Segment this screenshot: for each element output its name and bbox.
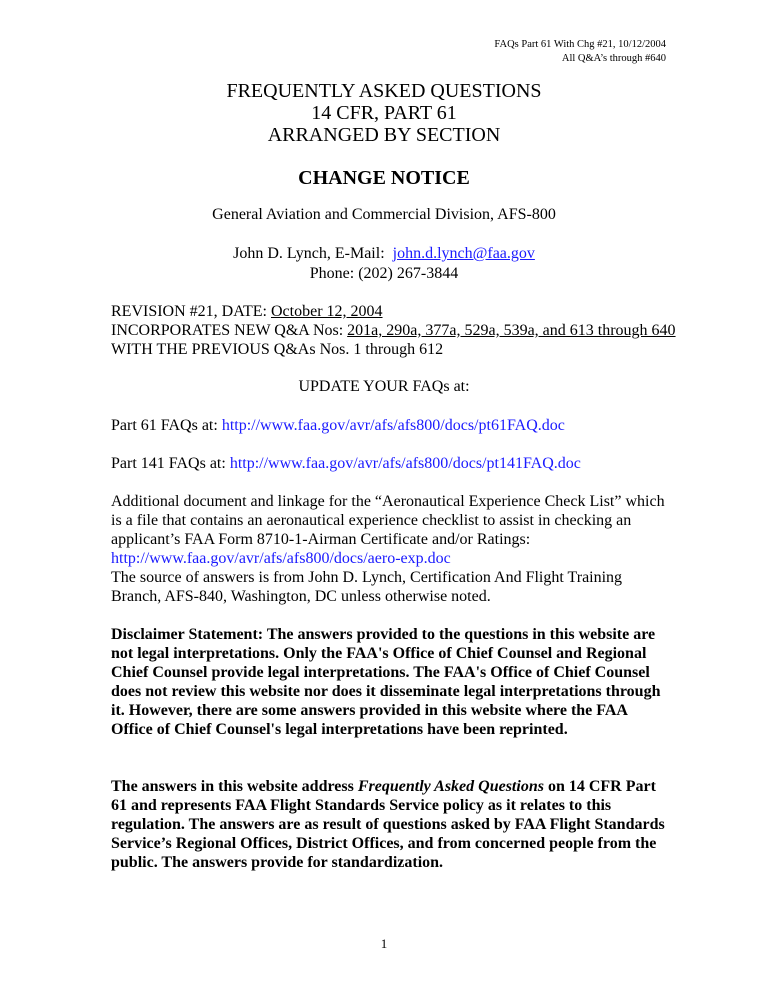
answers-rest: on 14 CFR Part 61 and represents FAA Flight Standards Service policy as it relates to this regulation. The answers are as result of questions asked by FAA Flight Standards Service’s Regional Offices, District Offices, and from concerned people from the public. The answers provide for standardization. — [111, 778, 665, 871]
revision-date: October 12, 2004 — [271, 303, 383, 320]
additional-paragraph — [111, 492, 676, 568]
contact-block — [0, 244, 768, 284]
document-title — [0, 80, 768, 146]
part141-label: Part 141 FAQs at: — [111, 455, 230, 472]
header-line-1: FAQs Part 61 With Chg #21, 10/12/2004 — [494, 39, 666, 50]
additional-text: Additional document and linkage for the “Aeronautical Experience Check List” which is a file that contains an aeronautical experience checklist to assist in checking an applicant’s FAA Form 8710-1-Airman Certificate and/or Ratings: — [111, 493, 665, 548]
answers-prefix: The answers in this website address — [111, 778, 358, 795]
part141-link[interactable]: http://www.faa.gov/avr/afs/afs800/docs/pt141FAQ.doc — [229, 455, 581, 472]
aero-exp-link[interactable]: http://www.faa.gov/avr/afs/afs800/docs/aero-exp.doc — [111, 550, 451, 567]
page-number: 1 — [380, 936, 388, 951]
title-line-3: ARRANGED BY SECTION — [267, 124, 501, 146]
answers-paragraph — [111, 777, 671, 872]
part141-line — [111, 454, 671, 473]
disclaimer-paragraph: Disclaimer Statement: The answers provided to the questions in this website are not legal interpretations. Only the FAA's Office of Chief Counsel and Regional Chief Counsel provide legal interpretations. The FAA's Office of Chief Counsel does not review this website nor does it disseminate legal interpretations through it. However, there are some answers provided in this website where the FAA Office of Chief Counsel's legal interpretations have been reprinted. — [111, 626, 661, 738]
part61-line — [111, 416, 671, 435]
division: General Aviation and Commercial Division, AFS-800 — [212, 206, 556, 223]
contact-phone: Phone: (202) 267-3844 — [309, 265, 459, 282]
title-line-1: FREQUENTLY ASKED QUESTIONS — [226, 80, 542, 102]
part61-label: Part 61 FAQs at: — [111, 417, 222, 434]
incorporates-label: INCORPORATES NEW Q&A Nos: — [111, 322, 348, 339]
incorporates-list: 201a, 290a, 377a, 529a, 539a, and 613 through 640 — [347, 322, 676, 339]
answers-italic: Frequently Asked Questions — [357, 778, 544, 795]
email-link[interactable]: john.d.lynch@faa.gov — [392, 245, 535, 262]
change-notice-heading: CHANGE NOTICE — [298, 167, 470, 189]
previous-qas: WITH THE PREVIOUS Q&As Nos. 1 through 612 — [111, 341, 444, 358]
running-header — [494, 38, 666, 66]
revision-block — [111, 302, 731, 359]
title-line-2: 14 CFR, PART 61 — [311, 102, 457, 124]
update-heading: UPDATE YOUR FAQs at: — [298, 378, 470, 395]
part61-link[interactable]: http://www.faa.gov/avr/afs/afs800/docs/pt61FAQ.doc — [221, 417, 565, 434]
source-paragraph: The source of answers is from John D. Lynch, Certification And Flight Training Branch, AFS-840, Washington, DC unless otherwise noted. — [111, 569, 623, 605]
header-line-2: All Q&A’s through #640 — [561, 53, 666, 64]
revision-label: REVISION #21, DATE: — [111, 303, 271, 320]
contact-name: John D. Lynch, E-Mail: — [233, 245, 385, 262]
